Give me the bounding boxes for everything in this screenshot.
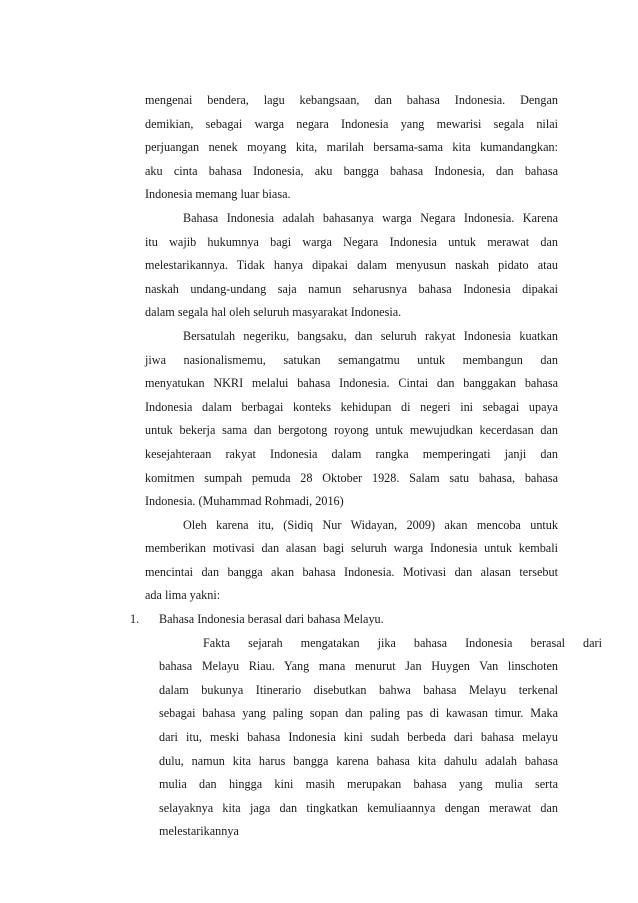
text-line: naskah undang-undang saja namun seharusnya bahasa Indonesia dipakai <box>145 281 558 296</box>
text-line: kesejahteraan rakyat Indonesia dalam rangka memperingati janji dan <box>145 446 558 461</box>
paragraph-3 <box>145 325 558 514</box>
list-item <box>130 608 602 844</box>
paragraph-2 <box>145 207 558 325</box>
text-line: perjuangan nenek moyang kita, marilah bersama-sama kita kumandangkan: <box>145 140 558 155</box>
text-line: dari itu, meski bahasa Indonesia kini sudah berbeda dari bahasa melayu <box>159 730 558 745</box>
text-line: Indonesia dalam berbagai konteks kehidupan di negeri ini sebagai upaya <box>145 399 558 414</box>
body-text <box>130 89 602 844</box>
text-line: mencintai dan bangga akan bahasa Indonesia. Motivasi dan alasan tersebut <box>145 564 558 579</box>
paragraph-4 <box>145 514 558 608</box>
text-line: sebagai bahasa yang paling sopan dan paling pas di kawasan timur. Maka <box>159 706 558 721</box>
text-line: Bahasa Indonesia adalah bahasanya warga Negara Indonesia. Karena <box>183 210 558 225</box>
text-line: dalam segala hal oleh seluruh masyarakat Indonesia. <box>145 305 402 320</box>
text-line: Bersatulah negeriku, bangsaku, dan seluruh rakyat Indonesia kuatkan <box>183 328 558 343</box>
text-line: Oleh karena itu, (Sidiq Nur Widayan, 2009) akan mencoba untuk <box>183 517 558 532</box>
text-line: melestarikannya. Tidak hanya dipakai dalam menyusun naskah pidato atau <box>145 258 558 273</box>
text-line: menyatukan NKRI melalui bahasa Indonesia. Cintai dan banggakan bahasa <box>145 376 558 391</box>
text-line: demikian, sebagai warga negara Indonesia yang mewarisi segala nilai <box>145 116 558 131</box>
text-line: itu wajib hukumnya bagi warga Negara Indonesia untuk merawat dan <box>145 234 558 249</box>
text-line: ada lima yakni: <box>145 588 221 603</box>
text-line: aku cinta bahasa Indonesia, aku bangga bahasa Indonesia, dan bahasa <box>145 163 558 178</box>
text-line: untuk bekerja sama dan bergotong royong untuk mewujudkan kecerdasan dan <box>145 423 558 438</box>
text-line: melestarikannya <box>159 824 239 839</box>
text-line: mulia dan hingga kini masih merupakan bahasa yang mulia serta <box>159 777 558 792</box>
list-number: 1. <box>130 612 140 627</box>
text-line: Indonesia. (Muhammad Rohmadi, 2016) <box>145 494 344 509</box>
text-line: jiwa nasionalismemu, satukan semangatmu untuk membangun dan <box>145 352 558 367</box>
paragraph-1 <box>145 89 558 207</box>
text-line: Fakta sejarah mengatakan jika bahasa Indonesia berasal dari <box>203 635 602 650</box>
list-item-heading: Bahasa Indonesia berasal dari bahasa Melayu. <box>159 612 384 627</box>
text-line: mengenai bendera, lagu kebangsaan, dan bahasa Indonesia. Dengan <box>145 93 558 107</box>
text-line: komitmen sumpah pemuda 28 Oktober 1928. Salam satu bahasa, bahasa <box>145 470 558 485</box>
text-line: dulu, namun kita harus bangga karena bahasa kita dahulu adalah bahasa <box>159 753 558 768</box>
text-line: dalam bukunya Itinerario disebutkan bahwa bahasa Melayu terkenal <box>159 682 558 697</box>
list-item-body <box>159 608 602 844</box>
text-line: memberikan motivasi dan alasan bagi seluruh warga Indonesia untuk kembali <box>145 541 558 556</box>
text-line: selayaknya kita jaga dan tingkatkan kemuliaannya dengan merawat dan <box>159 800 558 815</box>
text-line: Indonesia memang luar biasa. <box>145 187 291 202</box>
text-line: bahasa Melayu Riau. Yang mana menurut Jan Huygen Van linschoten <box>159 659 558 674</box>
